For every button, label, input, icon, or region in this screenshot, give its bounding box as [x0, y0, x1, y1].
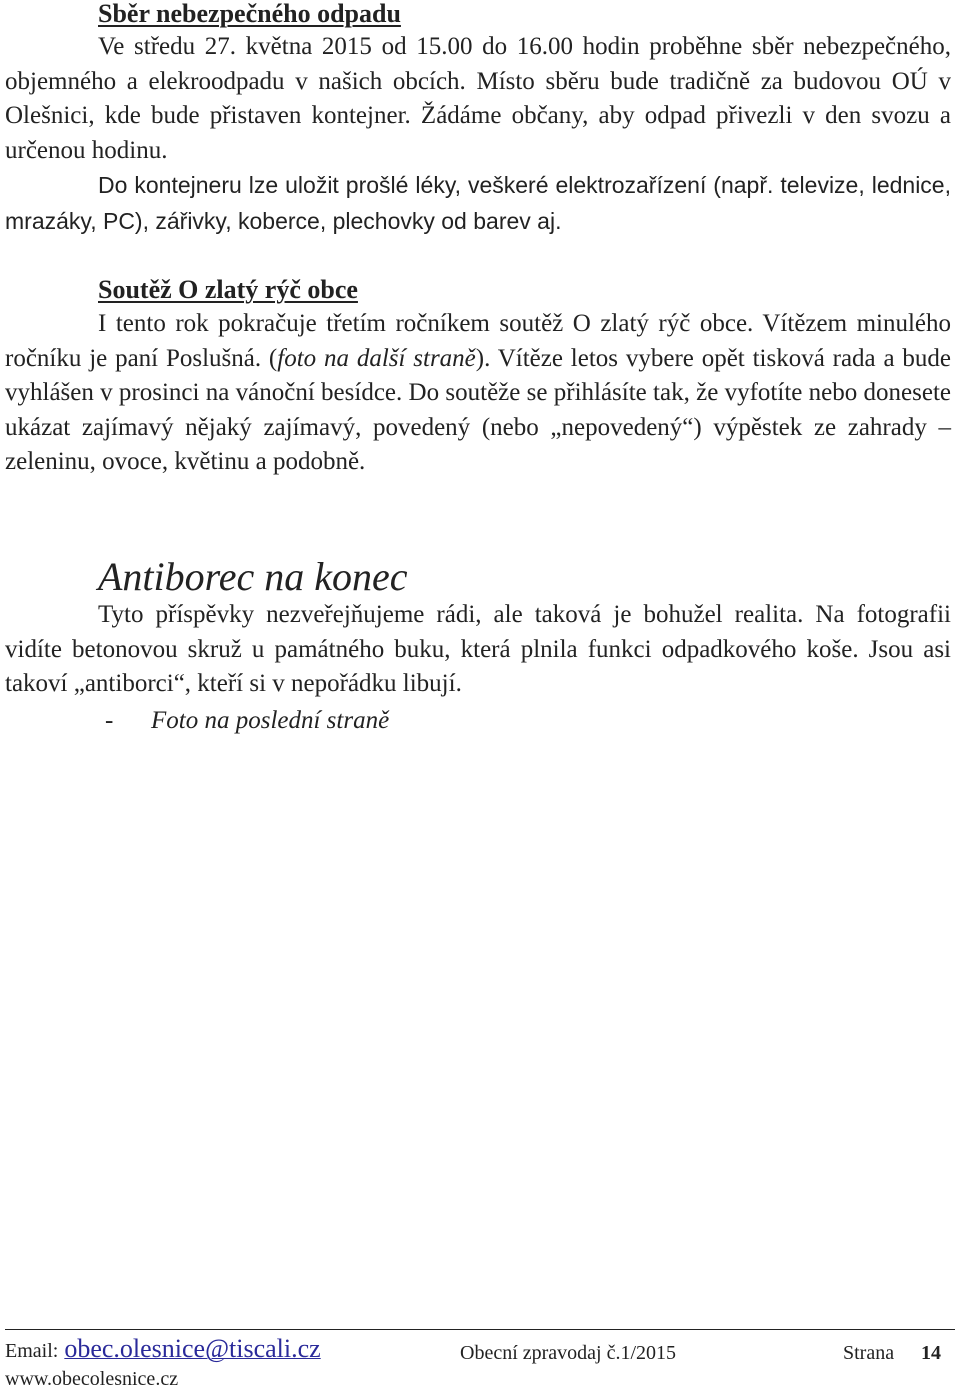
- paragraph-text: Tyto příspěvky nezveřejňujeme rádi, ale taková je bohužel realita. Na fotografii vidíte betonovou skruž u památného buku, která plnila funkci odpadkového koše. Jsou asi takoví „antiborci“, kteří si v nepořádku libují.: [5, 601, 951, 697]
- footer-divider: [5, 1329, 955, 1330]
- paragraph-text-serif: Ve středu 27. května 2015 od 15.00 do 16.00 hodin proběhne sběr nebezpečného, objemného a elekroodpadu v našich obcích. Místo sběru bude tradičně za budovou OÚ v Olešnici, kde bude přistaven kontejner. Žádáme občany, aby odpad přivezli v den svozu a určenou hodinu.: [5, 33, 951, 164]
- paragraph-hazardous-waste: [5, 30, 951, 239]
- footer-page-label: Strana: [843, 1342, 895, 1364]
- footer: [5, 1336, 950, 1364]
- section-heading-antiborec: Antiborec na konec: [98, 554, 408, 599]
- paragraph-golden-spade: [5, 307, 951, 480]
- footer-website[interactable]: www.obecolesnice.cz: [5, 1368, 179, 1390]
- photo-note-line: [105, 704, 389, 738]
- footer-website-row: [5, 1366, 950, 1392]
- dash-bullet: -: [105, 707, 114, 734]
- paragraph-text-part1: I tento rok pokračuje třetím ročníkem soutěž O zlatý rýč obce. Vítězem minulého ročníku je paní Poslušná. (: [5, 310, 951, 372]
- photo-note: Foto na poslední straně: [151, 707, 390, 734]
- footer-page-number: 14: [921, 1342, 941, 1364]
- section-heading-hazardous-waste: Sběr nebezpečného odpadu: [98, 0, 401, 28]
- footer-email-label: Email:: [5, 1340, 59, 1362]
- section-heading-golden-spade: Soutěž O zlatý rýč obce: [98, 275, 358, 304]
- paragraph-antiborec: [5, 598, 951, 702]
- footer-bulletin-title: Obecní zpravodaj č.1/2015: [460, 1342, 677, 1364]
- paragraph-text-italic: foto na další straně: [277, 344, 476, 372]
- paragraph-text-sans: Do kontejneru lze uložit prošlé léky, veškeré elektrozařízení (např. televize, lednice, mrazáky, PC), zářivky, koberce, plechovky od barev aj.: [5, 172, 951, 234]
- paragraph-text-part2: ). Vítěze letos vybere opět tisková rada a bude vyhlášen v prosinci na vánoční besídce. Do soutěže se přihlásíte tak, že vyfotíte nebo donesete ukázat zajímavý nějaký zajímavý, povedený (nebo „nepovedený“) výpěstek ze zahrady – zeleninu, ovoce, květinu a podobně.: [5, 344, 952, 475]
- footer-email-link[interactable]: obec.olesnice@tiscali.cz: [64, 1334, 321, 1363]
